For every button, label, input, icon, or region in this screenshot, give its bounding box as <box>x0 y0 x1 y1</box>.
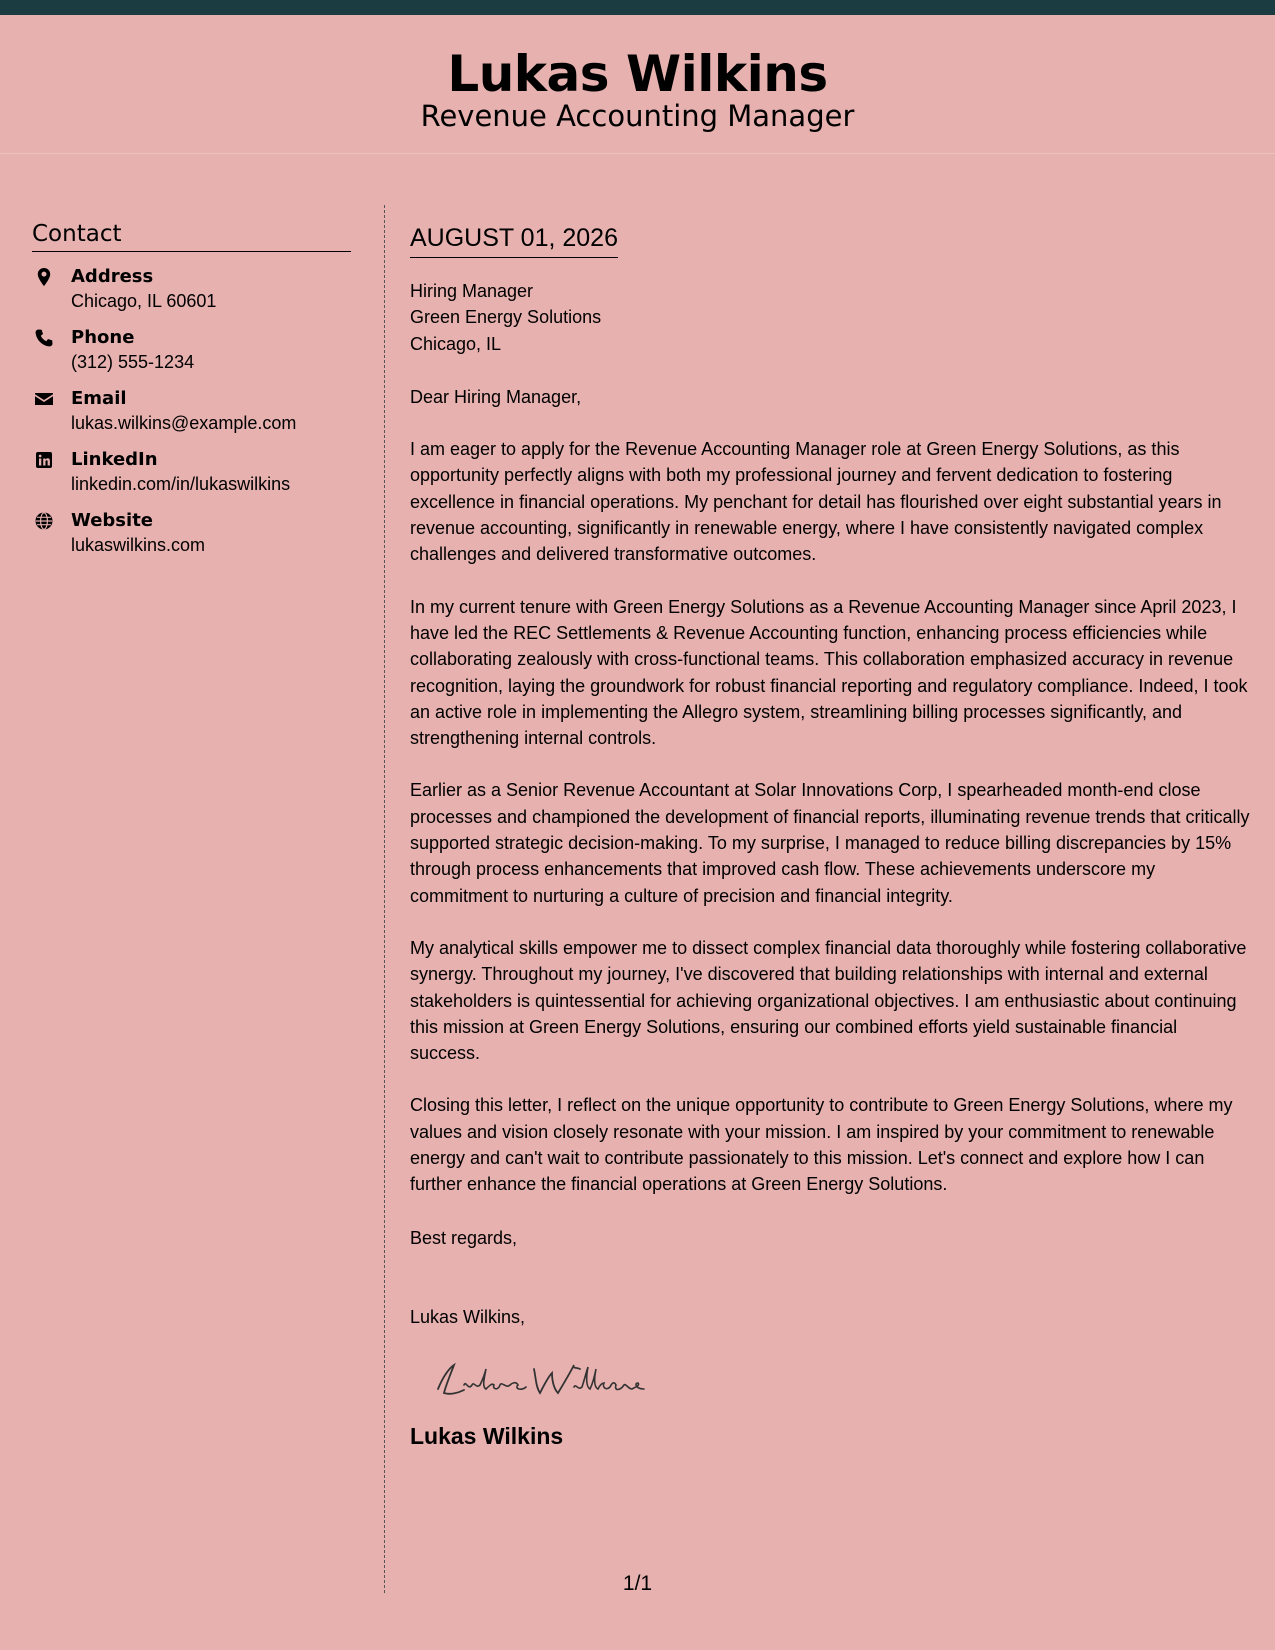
envelope-icon <box>34 389 54 409</box>
linkedin-icon <box>34 450 54 470</box>
contact-label: Address <box>71 266 154 287</box>
phone-icon <box>34 328 54 348</box>
letter-paragraph: My analytical skills empower me to dissect complex financial data thoroughly while fostering collaborative synergy. Throughout my journey, I've discovered that building relationships with internal and external stakeholders is quintessential for achieving organizational objectives. I am enthusiastic about continuing this mission at Green Energy Solutions, ensuring our combined efforts yield sustainable financial success. <box>410 937 1247 1064</box>
page-number: 1/1 <box>622 1572 653 1595</box>
page-header <box>0 15 1275 154</box>
letter-body <box>410 222 1252 1451</box>
contact-sidebar <box>32 218 351 557</box>
salutation: Dear Hiring Manager, <box>410 386 582 407</box>
contact-label: Phone <box>71 327 135 348</box>
letter-date: AUGUST 01, 2026 <box>410 222 618 258</box>
contact-item-website <box>32 509 351 557</box>
recipient-line: Chicago, IL <box>410 333 502 354</box>
handwritten-signature <box>424 1355 664 1405</box>
closing: Best regards, <box>410 1227 518 1248</box>
signed-name: Lukas Wilkins <box>410 1423 564 1450</box>
contact-value: (312) 555-1234 <box>71 352 195 372</box>
candidate-title: Revenue Accounting Manager <box>420 99 855 133</box>
contact-value: lukas.wilkins@example.com <box>71 413 297 433</box>
letter-paragraph: In my current tenure with Green Energy Solutions as a Revenue Accounting Manager since April 2023, I have led the REC Settlements & Revenue Accounting function, enhancing process efficiencies while collaborating zealously with cross-functional teams. This collaboration emphasized accuracy in revenue recognition, laying the groundwork for robust financial reporting and regulatory compliance. Indeed, I took an active role in implementing the Allegro system, streamlining billing processes significantly, and strengthening internal controls. <box>410 596 1248 749</box>
top-accent-bar <box>0 0 1275 15</box>
contact-value: linkedin.com/in/lukaswilkins <box>71 474 291 494</box>
column-divider <box>384 205 385 1593</box>
letter-paragraph: I am eager to apply for the Revenue Accounting Manager role at Green Energy Solutions, as this opportunity perfectly aligns with both my professional journey and fervent dedication to fostering excellence in financial operations. My penchant for detail has flourished over eight substantial years in revenue accounting, significantly in renewable energy, where I have consistently navigated complex challenges and delivered transformative outcomes. <box>410 439 1222 565</box>
candidate-name: Lukas Wilkins <box>447 45 828 103</box>
contact-label: Website <box>71 510 154 531</box>
contact-label: LinkedIn <box>71 449 158 470</box>
recipient-block <box>410 278 1252 357</box>
recipient-line: Hiring Manager <box>410 281 534 301</box>
letter-paragraph: Closing this letter, I reflect on the unique opportunity to contribute to Green Energy Solutions, where my values and vision closely resonate with your mission. I am inspired by your commitment to renewable energy and can't wait to contribute passionately to this mission. Let's connect and explore how I can further enhance the financial operations at Green Energy Solutions. <box>410 1095 1233 1195</box>
contact-item-email <box>32 387 351 435</box>
contact-value: Chicago, IL 60601 <box>71 291 217 311</box>
signoff: Lukas Wilkins, <box>410 1306 526 1327</box>
contact-label: Email <box>71 388 127 409</box>
contact-item-linkedin <box>32 448 351 496</box>
globe-icon <box>34 511 54 531</box>
map-pin-icon <box>34 267 54 287</box>
contact-heading: Contact <box>32 218 351 252</box>
contact-item-phone <box>32 326 351 374</box>
contact-value: lukaswilkins.com <box>71 535 206 555</box>
letter-paragraph: Earlier as a Senior Revenue Accountant at Solar Innovations Corp, I spearheaded month-end close processes and championed the development of financial reports, illuminating revenue trends that critically supported strategic decision-making. To my surprise, I managed to reduce billing discrepancies by 15% through process enhancements that improved cash flow. These achievements underscore my commitment to nurturing a culture of precision and financial integrity. <box>410 780 1250 906</box>
contact-item-address <box>32 265 351 313</box>
recipient-line: Green Energy Solutions <box>410 307 602 328</box>
